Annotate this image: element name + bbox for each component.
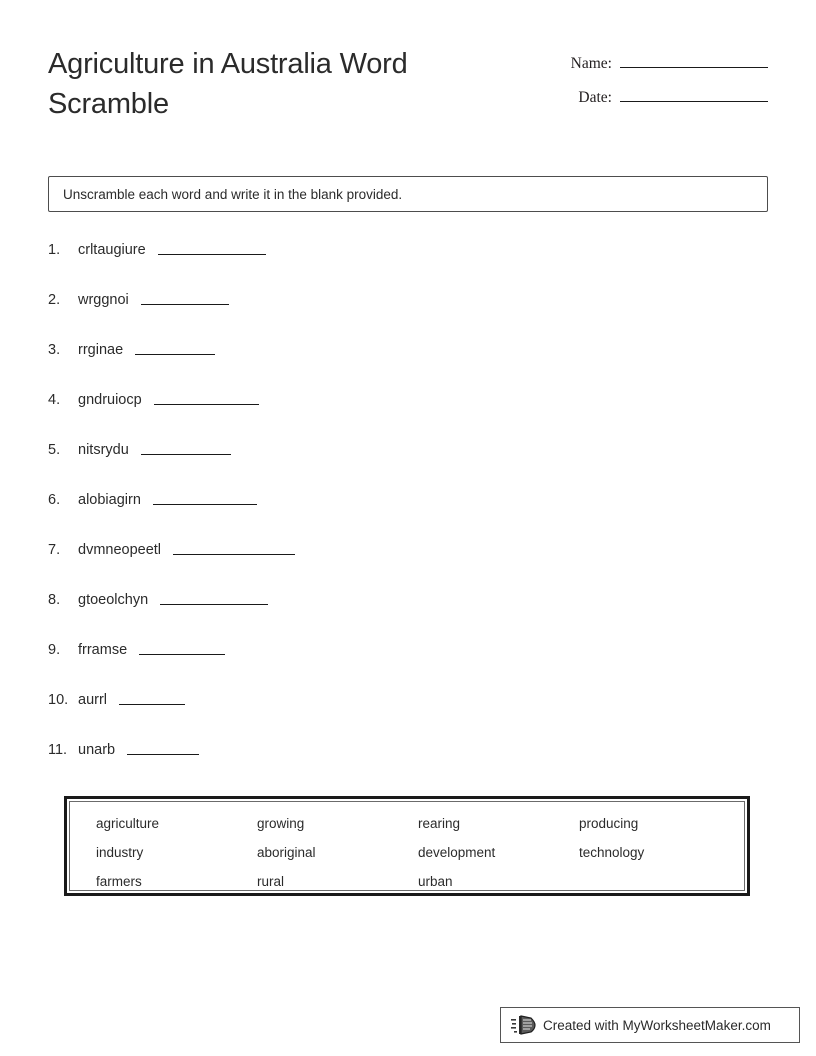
answer-blank-line[interactable] [119, 704, 185, 705]
word-bank-row [96, 843, 744, 872]
answer-blank-line[interactable] [173, 554, 295, 555]
word-bank-word[interactable]: aboriginal [257, 845, 316, 860]
scrambled-word: dvmneopeetl [78, 542, 162, 558]
scrambled-word: gtoeolchyn [78, 592, 149, 608]
word-bank-word[interactable]: development [418, 845, 496, 860]
question-number: 2. [48, 292, 61, 308]
scrambled-word: unarb [78, 742, 116, 758]
question-row [48, 590, 768, 640]
answer-blank-line[interactable] [160, 604, 268, 605]
question-number: 7. [48, 542, 61, 558]
question-number: 10. [48, 692, 69, 708]
answer-blank-line[interactable] [139, 654, 225, 655]
answer-blank-line[interactable] [153, 504, 257, 505]
instructions-text: Unscramble each word and write it in the blank provided. [63, 186, 403, 202]
question-number: 6. [48, 492, 61, 508]
word-bank-word[interactable]: producing [579, 816, 639, 831]
answer-blank-line[interactable] [135, 354, 215, 355]
date-input-line[interactable] [620, 84, 768, 102]
instructions-box [48, 176, 768, 212]
word-bank-word[interactable]: industry [96, 845, 144, 860]
name-input-line[interactable] [620, 50, 768, 68]
date-label: Date: [578, 89, 612, 106]
word-bank [64, 796, 750, 896]
name-date-block [548, 50, 768, 118]
question-number: 11. [48, 742, 68, 758]
question-row [48, 640, 768, 690]
name-label: Name: [570, 55, 612, 72]
answer-blank-line[interactable] [141, 454, 231, 455]
scrambled-word: alobiagirn [78, 492, 141, 508]
answer-blank-line[interactable] [154, 404, 259, 405]
word-bank-word[interactable]: rearing [418, 816, 461, 831]
question-number: 5. [48, 442, 61, 458]
scrambled-word: gndruiocp [78, 392, 142, 408]
date-row [548, 84, 768, 118]
question-row [48, 440, 768, 490]
worksheet-maker-logo-icon [511, 1014, 537, 1036]
answer-blank-line[interactable] [127, 754, 199, 755]
question-number: 9. [48, 642, 61, 658]
word-bank-empty-cell [579, 872, 740, 901]
word-bank-row [96, 872, 744, 901]
question-row [48, 740, 768, 790]
question-list [48, 240, 768, 790]
word-bank-word[interactable]: growing [257, 816, 305, 831]
question-row [48, 690, 768, 740]
word-bank-word[interactable]: technology [579, 845, 645, 860]
question-number: 4. [48, 392, 61, 408]
scrambled-word: aurrl [78, 692, 108, 708]
scrambled-word: frramse [78, 642, 128, 658]
question-row [48, 240, 768, 290]
word-bank-row [96, 814, 744, 843]
question-number: 3. [48, 342, 61, 358]
question-number: 1. [48, 242, 61, 258]
word-bank-word[interactable]: rural [257, 874, 285, 889]
scrambled-word: rrginae [78, 342, 124, 358]
question-row [48, 390, 768, 440]
scrambled-word: wrggnoi [78, 292, 129, 308]
word-bank-inner [69, 801, 745, 891]
name-row [548, 50, 768, 84]
word-bank-word[interactable]: urban [418, 874, 453, 889]
word-bank-word[interactable]: agriculture [96, 816, 160, 831]
question-row [48, 490, 768, 540]
question-row [48, 540, 768, 590]
footer-text: Created with MyWorksheetMaker.com [543, 1017, 771, 1033]
word-bank-word[interactable]: farmers [96, 874, 142, 889]
footer-badge[interactable] [500, 1007, 800, 1043]
question-number: 8. [48, 592, 61, 608]
answer-blank-line[interactable] [158, 254, 266, 255]
scrambled-word: nitsrydu [78, 442, 129, 458]
scrambled-word: crltaugiure [78, 242, 146, 258]
worksheet-header [48, 44, 768, 124]
page-title: Agriculture in Australia Word Scramble [48, 48, 408, 120]
answer-blank-line[interactable] [141, 304, 229, 305]
question-row [48, 340, 768, 390]
question-row [48, 290, 768, 340]
